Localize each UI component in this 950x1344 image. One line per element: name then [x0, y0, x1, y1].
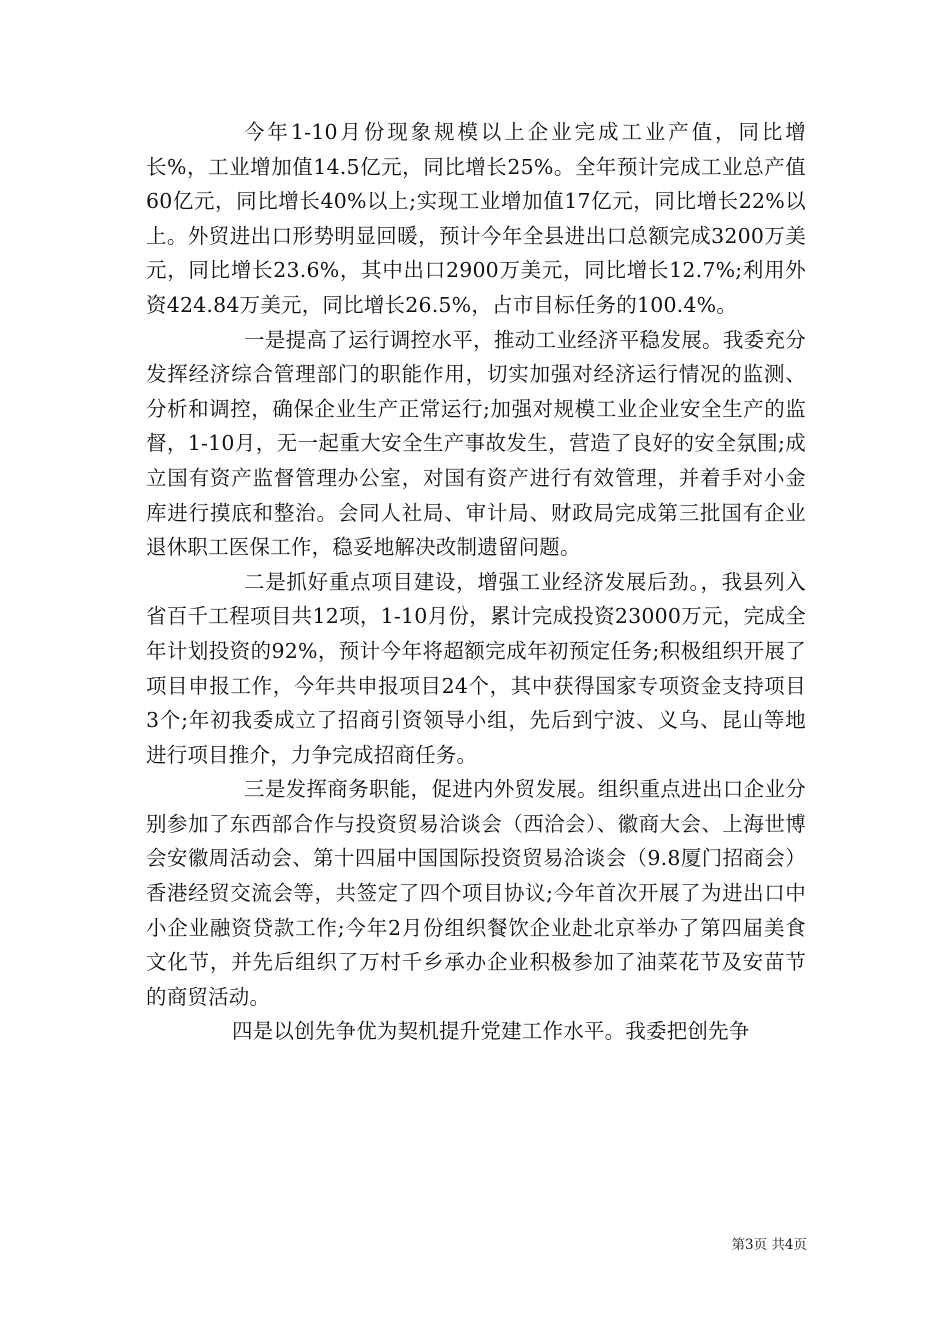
paragraph-party-building: 四是以创先争优为契机提升党建工作水平。我委把创先争: [232, 1019, 750, 1044]
paragraph-commerce: 三是发挥商务职能，促进内外贸发展。组织重点进出口企业分别参加了东西部合作与投资贸易洽谈会（西洽会）、徽商大会、上海世博会安徽周活动会、第十四届中国国际投资贸易洽谈会（9.8厦门招商会）香港经贸交流会等，共签定了四个项目协议;今年首次开展了为进出口中小企业融资贷款工作;今年2月份组织餐饮企业赴北京举办了第四届美食文化节，并先后组织了万村千乡承办企业积极参加了油菜花节及安苗节的商贸活动。: [146, 777, 806, 1009]
document-body: [146, 115, 806, 1049]
paragraph-industrial-output: 今年1-10月份现象规模以上企业完成工业产值，同比增长%，工业增加值14.5亿元，同比增长25%。全年预计完成工业总产值60亿元，同比增长40%以上;实现工业增加值17亿元，同比增长22%以上。外贸进出口形势明显回暖，预计今年全县进出口总额完成3200万美元，同比增长23.6%，其中出口2900万美元，同比增长12.7%;利用外资424.84万美元，同比增长26.5%，占市目标任务的100.4%。: [146, 120, 806, 317]
paragraph-regulation: 一是提高了运行调控水平，推动工业经济平稳发展。我委充分发挥经济综合管理部门的职能作用，切实加强对经济运行情况的监测、分析和调控，确保企业生产正常运行;加强对规模工业企业安全生产的监督，1-10月，无一起重大安全生产事故发生，营造了良好的安全氛围;成立国有资产监督管理办公室，对国有资产进行有效管理，并着手对小金库进行摸底和整治。会同人社局、审计局、财政局完成第三批国有企业退休职工医保工作，稳妥地解决改制遗留问题。: [146, 327, 806, 560]
page-number-footer: 第3页 共4页: [731, 1237, 807, 1253]
paragraph-key-projects: 二是抓好重点项目建设，增强工业经济发展后劲。，我县列入省百千工程项目共12项，1-10月份，累计完成投资23000万元，完成全年计划投资的92%，预计今年将超额完成年初预定任务;积极组织开展了项目申报工作，今年共申报项目24个，其中获得国家专项资金支持项目3个;年初我委成立了招商引资领导小组，先后到宁波、义乌、昆山等地进行项目推介，力争完成招商任务。: [146, 569, 806, 767]
